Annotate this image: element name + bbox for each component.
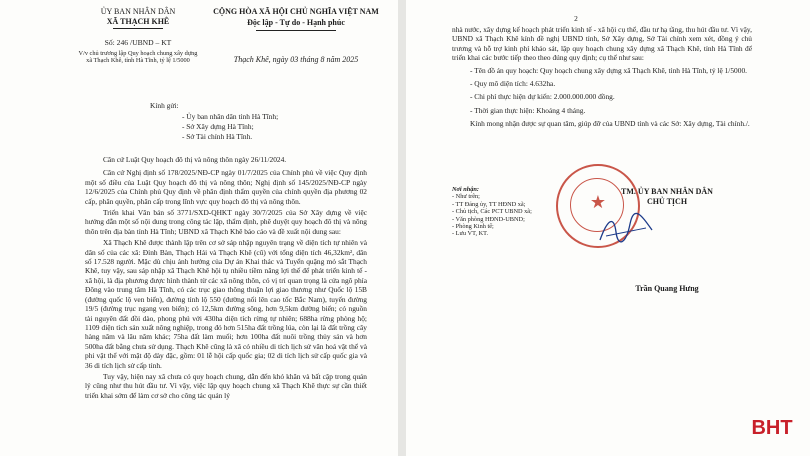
distribution-list — [452, 186, 572, 238]
distribution-item: - Như trên; — [452, 193, 480, 201]
proposal-item: - Chi phí thực hiện dự kiến: 2.000.000.000 đồng. — [470, 92, 615, 102]
signature-title-2: CHỦ TỊCH — [646, 197, 688, 206]
distribution-item: - Phòng Kinh tế; — [452, 223, 494, 231]
issuing-organization — [78, 7, 198, 29]
signer-name: Trần Quang Hưng — [635, 284, 699, 293]
distribution-item: - TT Đảng ủy, TT HĐND xã; — [452, 200, 526, 208]
closing-paragraph: Kính mong nhận được sự quan tâm, giúp đỡ của UBND tỉnh và các Sở: Xây dựng, Tài chính./. — [470, 119, 750, 129]
page-gutter — [398, 0, 406, 456]
kinh-gui-label: Kính gửi: — [150, 101, 179, 110]
paragraph: Xã Thạch Khê được thành lập trên cơ sở sáp nhập nguyên trạng về diện tích tự nhiên và dân số của các xã: Đỉnh Bàn, Thạch Hải và Thạch Khê (cũ) với tổng diện tích 46,32km², dân số 17.528 người. Mặc dù chịu ảnh hưởng của Dự án Khai thác và Tuyển quặng mỏ sắt Thạch Khê, tuy vậy, sau sáp nhập xã Thạch Khê hội tụ nhiều tiềm năng lợi thế để phát triển kinh tế - xã hội, là địa phương được hình thành từ các xã nông thôn, có vị trí quan trọng là cửa ngõ phía Đông vào trung tâm Hà Tĩnh, có các trục giao thông thuận lợi giao thương như Quốc lộ 15B (đường quốc lộ ven biển), đường tỉnh lộ 550 (đường nối lên cao tốc Bắc Nam), tuyến đường 19/5 (đường trục ngang ven biển); có 12,5km đường sông, hơn 9,5km đường biển; có nguồn tài nguyên đất đồi dào, phong phú với 430ha diện tích rừng tự nhiên; 688ha rừng phòng hộ; 1109 diện tích sản xuất nông nghiệp, trong đó hơn 515ha đất trồng lúa, còn lại là đất trồng cây hàng năm và lâu năm khác; 75ha đất làm muối; hơn 100ha đất nuôi trồng thủy sản và hơn 500ha đất bằng chưa sử dụng. Thạch Khê cũng là xã có nhiều di tích lịch sử văn hoá vật thể và phi vật thể với mật độ dày đặc, gồm: 01 lễ hội cấp quốc gia; 02 di tích lịch sử cấp quốc gia và 36 di tích lịch sử cấp tỉnh. — [85, 238, 367, 370]
proposal-item: - Tên đồ án quy hoạch: Quy hoạch chung xây dựng xã Thạch Khê, tỉnh Hà Tĩnh, tỷ lệ 1/5000. — [470, 65, 747, 75]
org-underline — [113, 28, 163, 29]
org-line-1: ỦY BAN NHÂN DÂN — [100, 7, 176, 16]
distribution-item: - Văn phòng HĐND-UBND; — [452, 215, 525, 223]
paragraph: nhà nước, xây dựng kế hoạch phát triển kinh tế - xã hội cụ thể, đầu tư hạ tầng, thu hút đầu tư. Vì vậy, UBND xã Thạch Khê kính đề nghị UBND tỉnh, Sở Xây dựng, Sở Tài chính xem xét, đồng ý chủ trương và hỗ trợ kinh phí khảo sát, lập quy hoạch chung xây dựng xã Thạch Khê, tỉnh Hà Tĩnh để triển khai các bước tiếp theo theo đúng quy định; cụ thể như sau: — [452, 25, 752, 63]
national-title: CỘNG HÒA XÃ HỘI CHỦ NGHĨA VIỆT NAM — [213, 7, 379, 16]
paragraph: Tuy vậy, hiện nay xã chưa có quy hoạch chung, dẫn đến khó khăn và bất cập trong quản lý cũng như thu hút đầu tư. Vì vậy, việc lập quy hoạch chung xã Thạch Khê thực sự cần thiết triển khai sớm để làm cơ sở cho công tác quản lý — [85, 371, 367, 400]
star-icon: ★ — [589, 192, 607, 212]
recipient-item: - Sở Xây dựng Hà Tĩnh; — [182, 122, 254, 131]
page-number: 2 — [574, 14, 578, 23]
paragraph: Căn cứ Nghị định số 178/2025/NĐ-CP ngày 01/7/2025 của Chính phủ về việc Quy định một số điều của Luật Quy hoạch đô thị và nông thôn; Nghị định số 145/2025/NĐ-CP ngày 12/6/2025 của Chính phủ Quy định về phân định thẩm quyền của chính quyền địa phương 02 cấp, phân quyền, phân cấp trong lĩnh vực quy hoạch đô thị và nông thôn. — [85, 168, 367, 206]
document-page-1 — [0, 0, 398, 456]
proposal-item: - Thời gian thực hiện: Khoảng 4 tháng. — [470, 105, 586, 115]
signature-title-1: TM. ỦY BAN NHÂN DÂN — [621, 187, 713, 196]
distribution-item: - Lưu VT, KT. — [452, 230, 489, 238]
org-line-2: XÃ THẠCH KHÊ — [106, 17, 170, 26]
distribution-title: Nơi nhận: — [452, 186, 480, 193]
paragraph: Triển khai Văn bản số 3771/SXD-QHKT ngày 30/7/2025 của Sở Xây dựng về việc hướng dẫn một số nội dung trong công tác lập, thẩm định, phê duyệt quy hoạch đô thị và nông thôn trên địa bàn tỉnh Hà Tĩnh; UBND xã Thạch Khê báo cáo và đề xuất nội dung sau: — [85, 208, 367, 236]
letter-body — [85, 155, 367, 400]
recipient-item: - Sở Tài chính Hà Tĩnh. — [182, 132, 253, 141]
bht-logo-icon — [748, 414, 796, 438]
motto-underline — [256, 30, 336, 31]
national-motto: Độc lập - Tự do - Hạnh phúc — [247, 18, 345, 27]
document-subject: V/v chủ trương lập Quy hoạch chung xây dựng xã Thạch Khê, tỉnh Hà Tĩnh, tỷ lệ 1/5000 — [78, 50, 198, 65]
recipient-item: - Ủy ban nhân dân tỉnh Hà Tĩnh; — [182, 112, 279, 121]
proposal-item: - Quy mô diện tích: 4.632ha. — [470, 79, 556, 89]
distribution-item: - Chủ tịch, Các PCT UBND xã; — [452, 208, 532, 216]
place-and-date: Thạch Khê, ngày 03 tháng 8 năm 2025 — [233, 55, 359, 64]
handwritten-signature — [596, 210, 656, 250]
letter-body-continued — [452, 25, 752, 129]
paragraph: Căn cứ Luật Quy hoạch đô thị và nông thôn ngày 26/11/2024. — [103, 155, 287, 164]
document-number: Số: 246 /UBND – KT — [104, 38, 172, 47]
recipient-list — [182, 112, 278, 142]
svg-text:BHT: BHT — [751, 417, 793, 438]
